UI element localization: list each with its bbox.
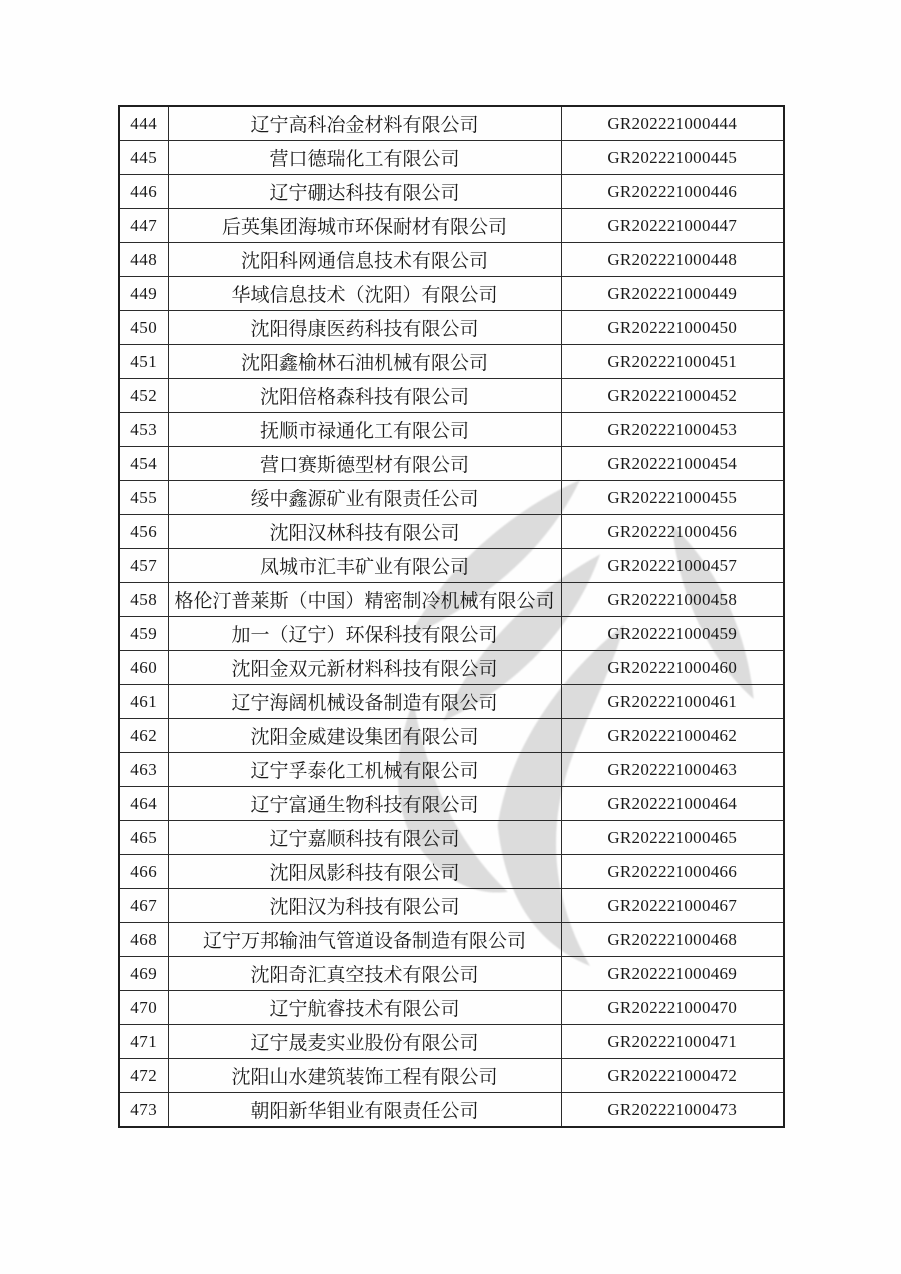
- table-row: [119, 413, 784, 447]
- certificate-code: GR202221000450: [561, 311, 784, 345]
- table-row: [119, 481, 784, 515]
- table-row: [119, 719, 784, 753]
- table-row: [119, 311, 784, 345]
- certificate-code: GR202221000461: [561, 685, 784, 719]
- row-serial-number: 454: [119, 447, 168, 481]
- certificate-code: GR202221000472: [561, 1059, 784, 1093]
- company-name: 华域信息技术（沈阳）有限公司: [168, 277, 561, 311]
- company-name: 沈阳奇汇真空技术有限公司: [168, 957, 561, 991]
- certificate-code: GR202221000469: [561, 957, 784, 991]
- certificate-code: GR202221000466: [561, 855, 784, 889]
- row-serial-number: 467: [119, 889, 168, 923]
- company-name: 辽宁晟麦实业股份有限公司: [168, 1025, 561, 1059]
- table-row: [119, 379, 784, 413]
- certificate-code: GR202221000463: [561, 753, 784, 787]
- certificate-code: GR202221000457: [561, 549, 784, 583]
- row-serial-number: 465: [119, 821, 168, 855]
- certificate-code: GR202221000453: [561, 413, 784, 447]
- row-serial-number: 464: [119, 787, 168, 821]
- row-serial-number: 462: [119, 719, 168, 753]
- table-row: [119, 855, 784, 889]
- certificate-code: GR202221000468: [561, 923, 784, 957]
- table-row: [119, 1025, 784, 1059]
- table-row: [119, 685, 784, 719]
- certificate-code: GR202221000470: [561, 991, 784, 1025]
- certificate-code: GR202221000444: [561, 106, 784, 141]
- row-serial-number: 447: [119, 209, 168, 243]
- row-serial-number: 473: [119, 1093, 168, 1128]
- certified-enterprise-table: [118, 105, 785, 1128]
- table-row: [119, 651, 784, 685]
- company-name: 辽宁嘉顺科技有限公司: [168, 821, 561, 855]
- table-row: [119, 277, 784, 311]
- table-row: [119, 617, 784, 651]
- table-row: [119, 821, 784, 855]
- certificate-code: GR202221000460: [561, 651, 784, 685]
- certificate-code: GR202221000471: [561, 1025, 784, 1059]
- company-name: 沈阳金双元新材料科技有限公司: [168, 651, 561, 685]
- certificate-code: GR202221000448: [561, 243, 784, 277]
- row-serial-number: 457: [119, 549, 168, 583]
- row-serial-number: 460: [119, 651, 168, 685]
- certificate-code: GR202221000458: [561, 583, 784, 617]
- company-name: 抚顺市禄通化工有限公司: [168, 413, 561, 447]
- company-name: 辽宁孚泰化工机械有限公司: [168, 753, 561, 787]
- row-serial-number: 472: [119, 1059, 168, 1093]
- table-row: [119, 106, 784, 141]
- certificate-code: GR202221000449: [561, 277, 784, 311]
- company-name: 沈阳汉为科技有限公司: [168, 889, 561, 923]
- row-serial-number: 458: [119, 583, 168, 617]
- table-row: [119, 1059, 784, 1093]
- table-row: [119, 243, 784, 277]
- certificate-code: GR202221000452: [561, 379, 784, 413]
- table-row: [119, 1093, 784, 1128]
- company-name: 辽宁高科冶金材料有限公司: [168, 106, 561, 141]
- certificate-code: GR202221000445: [561, 141, 784, 175]
- company-name: 沈阳得康医药科技有限公司: [168, 311, 561, 345]
- table-row: [119, 923, 784, 957]
- table-row: [119, 957, 784, 991]
- certificate-code: GR202221000467: [561, 889, 784, 923]
- company-name: 凤城市汇丰矿业有限公司: [168, 549, 561, 583]
- certificate-code: GR202221000459: [561, 617, 784, 651]
- table-row: [119, 447, 784, 481]
- company-name: 后英集团海城市环保耐材有限公司: [168, 209, 561, 243]
- company-name: 辽宁航睿技术有限公司: [168, 991, 561, 1025]
- row-serial-number: 448: [119, 243, 168, 277]
- certificate-code: GR202221000462: [561, 719, 784, 753]
- company-name: 格伦汀普莱斯（中国）精密制冷机械有限公司: [168, 583, 561, 617]
- company-name: 沈阳金威建设集团有限公司: [168, 719, 561, 753]
- table-row: [119, 753, 784, 787]
- company-name: 辽宁海阔机械设备制造有限公司: [168, 685, 561, 719]
- certificate-code: GR202221000465: [561, 821, 784, 855]
- table-row: [119, 515, 784, 549]
- company-name: 加一（辽宁）环保科技有限公司: [168, 617, 561, 651]
- company-name: 沈阳科网通信息技术有限公司: [168, 243, 561, 277]
- company-name: 沈阳凤影科技有限公司: [168, 855, 561, 889]
- row-serial-number: 455: [119, 481, 168, 515]
- table-row: [119, 787, 784, 821]
- row-serial-number: 452: [119, 379, 168, 413]
- company-name: 辽宁硼达科技有限公司: [168, 175, 561, 209]
- company-name: 辽宁富通生物科技有限公司: [168, 787, 561, 821]
- row-serial-number: 463: [119, 753, 168, 787]
- company-name: 朝阳新华钼业有限责任公司: [168, 1093, 561, 1128]
- certificate-code: GR202221000454: [561, 447, 784, 481]
- certificate-code: GR202221000473: [561, 1093, 784, 1128]
- certificate-code: GR202221000446: [561, 175, 784, 209]
- row-serial-number: 449: [119, 277, 168, 311]
- certificate-code: GR202221000455: [561, 481, 784, 515]
- table-row: [119, 345, 784, 379]
- company-name: 沈阳倍格森科技有限公司: [168, 379, 561, 413]
- table-row: [119, 991, 784, 1025]
- row-serial-number: 446: [119, 175, 168, 209]
- row-serial-number: 456: [119, 515, 168, 549]
- table-row: [119, 141, 784, 175]
- table-row: [119, 889, 784, 923]
- certificate-code: GR202221000451: [561, 345, 784, 379]
- company-name: 沈阳山水建筑装饰工程有限公司: [168, 1059, 561, 1093]
- row-serial-number: 471: [119, 1025, 168, 1059]
- table-row: [119, 175, 784, 209]
- table-row: [119, 549, 784, 583]
- row-serial-number: 459: [119, 617, 168, 651]
- company-name: 绥中鑫源矿业有限责任公司: [168, 481, 561, 515]
- row-serial-number: 468: [119, 923, 168, 957]
- row-serial-number: 461: [119, 685, 168, 719]
- row-serial-number: 444: [119, 106, 168, 141]
- company-name: 沈阳鑫榆林石油机械有限公司: [168, 345, 561, 379]
- certificate-code: GR202221000456: [561, 515, 784, 549]
- row-serial-number: 450: [119, 311, 168, 345]
- row-serial-number: 470: [119, 991, 168, 1025]
- row-serial-number: 451: [119, 345, 168, 379]
- row-serial-number: 453: [119, 413, 168, 447]
- table-row: [119, 583, 784, 617]
- company-name: 营口德瑞化工有限公司: [168, 141, 561, 175]
- certificate-code: GR202221000447: [561, 209, 784, 243]
- company-name: 辽宁万邦输油气管道设备制造有限公司: [168, 923, 561, 957]
- company-name: 沈阳汉林科技有限公司: [168, 515, 561, 549]
- row-serial-number: 469: [119, 957, 168, 991]
- table-row: [119, 209, 784, 243]
- company-name: 营口赛斯德型材有限公司: [168, 447, 561, 481]
- row-serial-number: 445: [119, 141, 168, 175]
- row-serial-number: 466: [119, 855, 168, 889]
- certificate-code: GR202221000464: [561, 787, 784, 821]
